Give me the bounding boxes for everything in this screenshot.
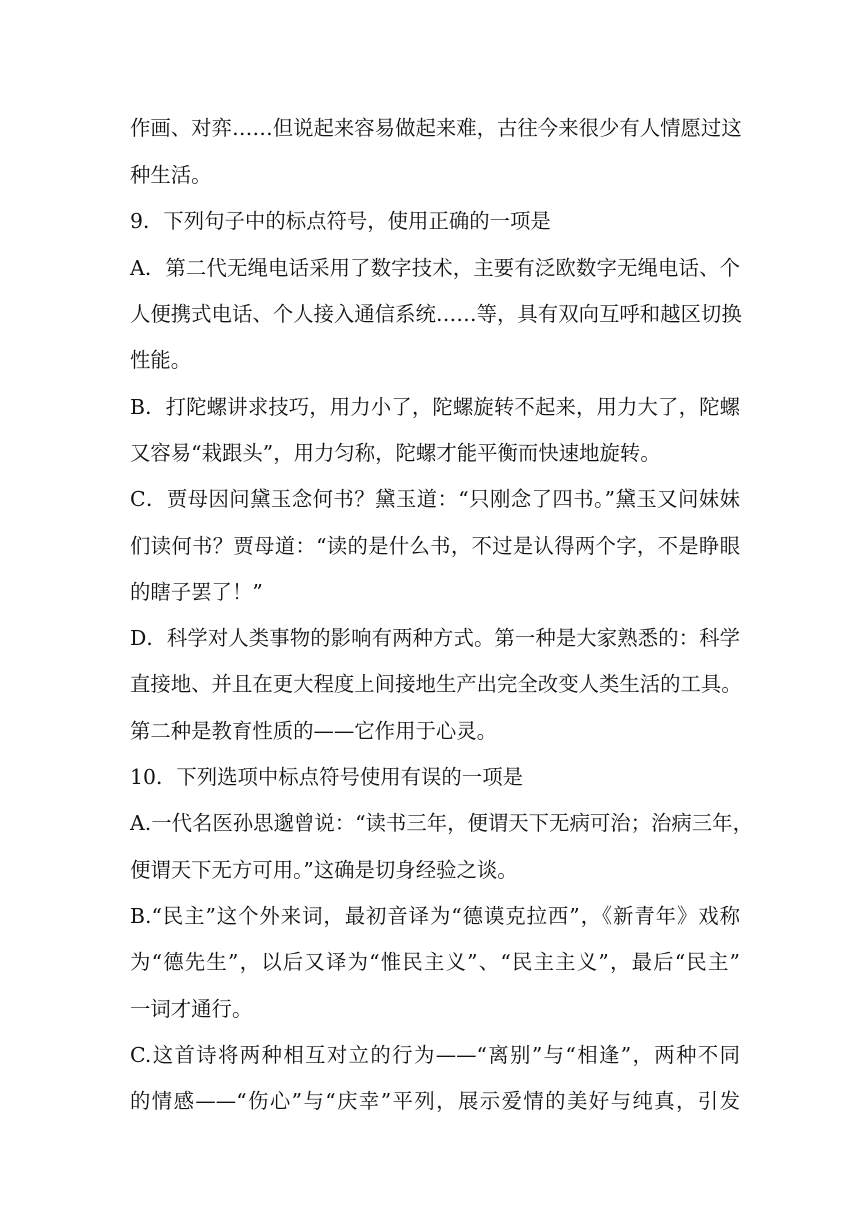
question-9-option-a: A．第二代无绳电话采用了数字技术，主要有泛欧数字无绳电话、个 bbox=[130, 256, 740, 280]
question-10-option-a: A.一代名医孙思邈曾说：“读书三年，便谓天下无病可治；治病三年， bbox=[130, 811, 753, 835]
question-9-option-d: D．科学对人类事物的影响有两种方式。第一种是大家熟悉的：科学 bbox=[130, 626, 740, 650]
text-line: 种生活。 bbox=[130, 163, 212, 187]
question-10-option-b: B.“民主”这个外来词，最初音译为“德谟克拉西”，《新青年》戏称 bbox=[130, 904, 740, 928]
text-line: 们读何书？贾母道：“读的是什么书，不过是认得两个字，不是睁眼 bbox=[130, 534, 740, 558]
text-line: 的瞎子罢了！” bbox=[130, 580, 263, 604]
text-line: 性能。 bbox=[130, 348, 192, 372]
question-10-option-c: C.这首诗将两种相互对立的行为——“离别”与“相逢”，两种不同 bbox=[130, 1043, 740, 1067]
text-line: 又容易“栽跟头”，用力匀称，陀螺才能平衡而快速地旋转。 bbox=[130, 441, 661, 465]
question-9-option-c: C．贾母因问黛玉念何书？黛玉道：“只刚念了四书。”黛玉又问妹妹 bbox=[130, 487, 740, 511]
text-line: 直接地、并且在更大程度上间接地生产出完全改变人类生活的工具。 bbox=[130, 672, 742, 696]
text-line: 一词才通行。 bbox=[130, 997, 253, 1021]
text-line: 便谓天下无方可用。”这确是切身经验之谈。 bbox=[130, 858, 518, 882]
text-line: 为“德先生”，以后又译为“惟民主义”、“民主主义”，最后“民主” bbox=[130, 950, 740, 974]
question-10-stem: 10．下列选项中标点符号使用有误的一项是 bbox=[130, 765, 523, 789]
question-9-stem: 9．下列句子中的标点符号，使用正确的一项是 bbox=[130, 209, 551, 233]
text-line: 的情感——“伤心”与“庆幸”平列，展示爱情的美好与纯真，引发 bbox=[130, 1089, 740, 1113]
text-line: 人便携式电话、个人接入通信系统……等，具有双向互呼和越区切换 bbox=[130, 302, 742, 326]
text-line: 第二种是教育性质的——它作用于心灵。 bbox=[130, 719, 498, 743]
question-9-option-b: B．打陀螺讲求技巧，用力小了，陀螺旋转不起来，用力大了，陀螺 bbox=[130, 395, 740, 419]
text-line: 作画、对弈……但说起来容易做起来难，古往今来很少有人情愿过这 bbox=[130, 116, 742, 140]
